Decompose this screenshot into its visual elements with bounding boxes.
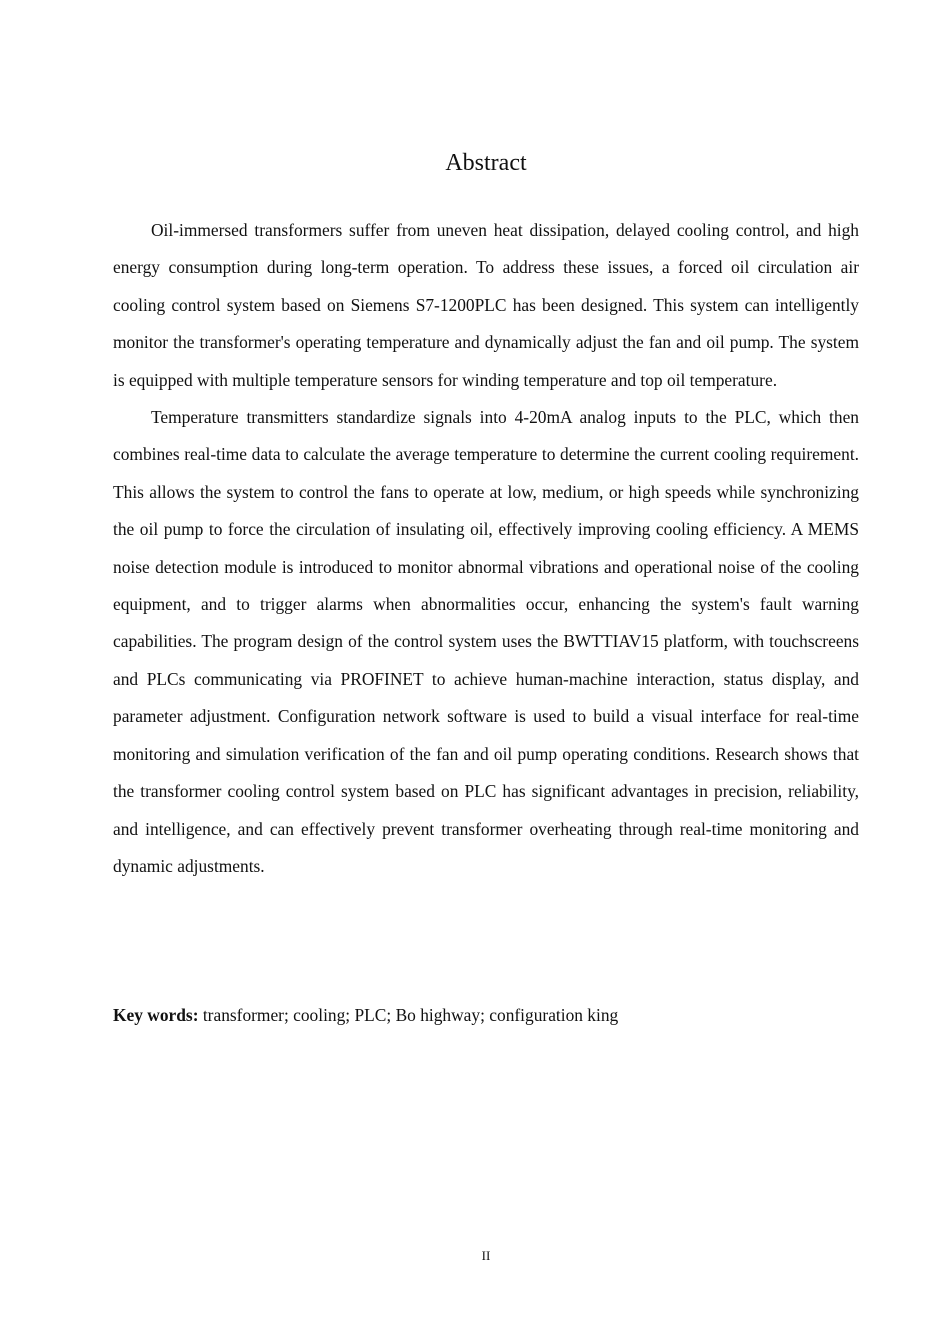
- abstract-body: [113, 212, 859, 885]
- abstract-title: Abstract: [445, 150, 527, 176]
- page-number: II: [481, 1248, 491, 1263]
- abstract-paragraph-1: Oil-immersed transformers suffer from uneven heat dissipation, delayed cooling control, and high energy consumption during long-term operation. To address these issues, a forced oil circulation air cooling control system based on Siemens S7-1200PLC has been designed. This system can intelligently monitor the transformer's operating temperature and dynamically adjust the fan and oil pump. The system is equipped with multiple temperature sensors for winding temperature and top oil temperature.: [113, 220, 859, 390]
- keywords-label: Key words:: [113, 1005, 199, 1025]
- abstract-paragraph-2: Temperature transmitters standardize signals into 4-20mA analog inputs to the PLC, which then combines real-time data to calculate the average temperature to determine the current cooling requirement. This allows the system to control the fans to operate at low, medium, or high speeds while synchronizing the oil pump to force the circulation of insulating oil, effectively improving cooling efficiency. A MEMS noise detection module is introduced to monitor abnormal vibrations and operational noise of the cooling equipment, and to trigger alarms when abnormalities occur, enhancing the system's fault warning capabilities. The program design of the control system uses the BWTTIAV15 platform, with touchscreens and PLCs communicating via PROFINET to achieve human-machine interaction, status display, and parameter adjustment. Configuration network software is used to build a visual interface for real-time monitoring and simulation verification of the fan and oil pump operating conditions. Research shows that the transformer cooling control system based on PLC has significant advantages in precision, reliability, and intelligence, and can effectively prevent transformer overheating through real-time monitoring and dynamic adjustments.: [113, 407, 859, 876]
- keywords-text: transformer; cooling; PLC; Bo highway; configuration king: [198, 1005, 619, 1025]
- keywords-line: [113, 1000, 859, 1030]
